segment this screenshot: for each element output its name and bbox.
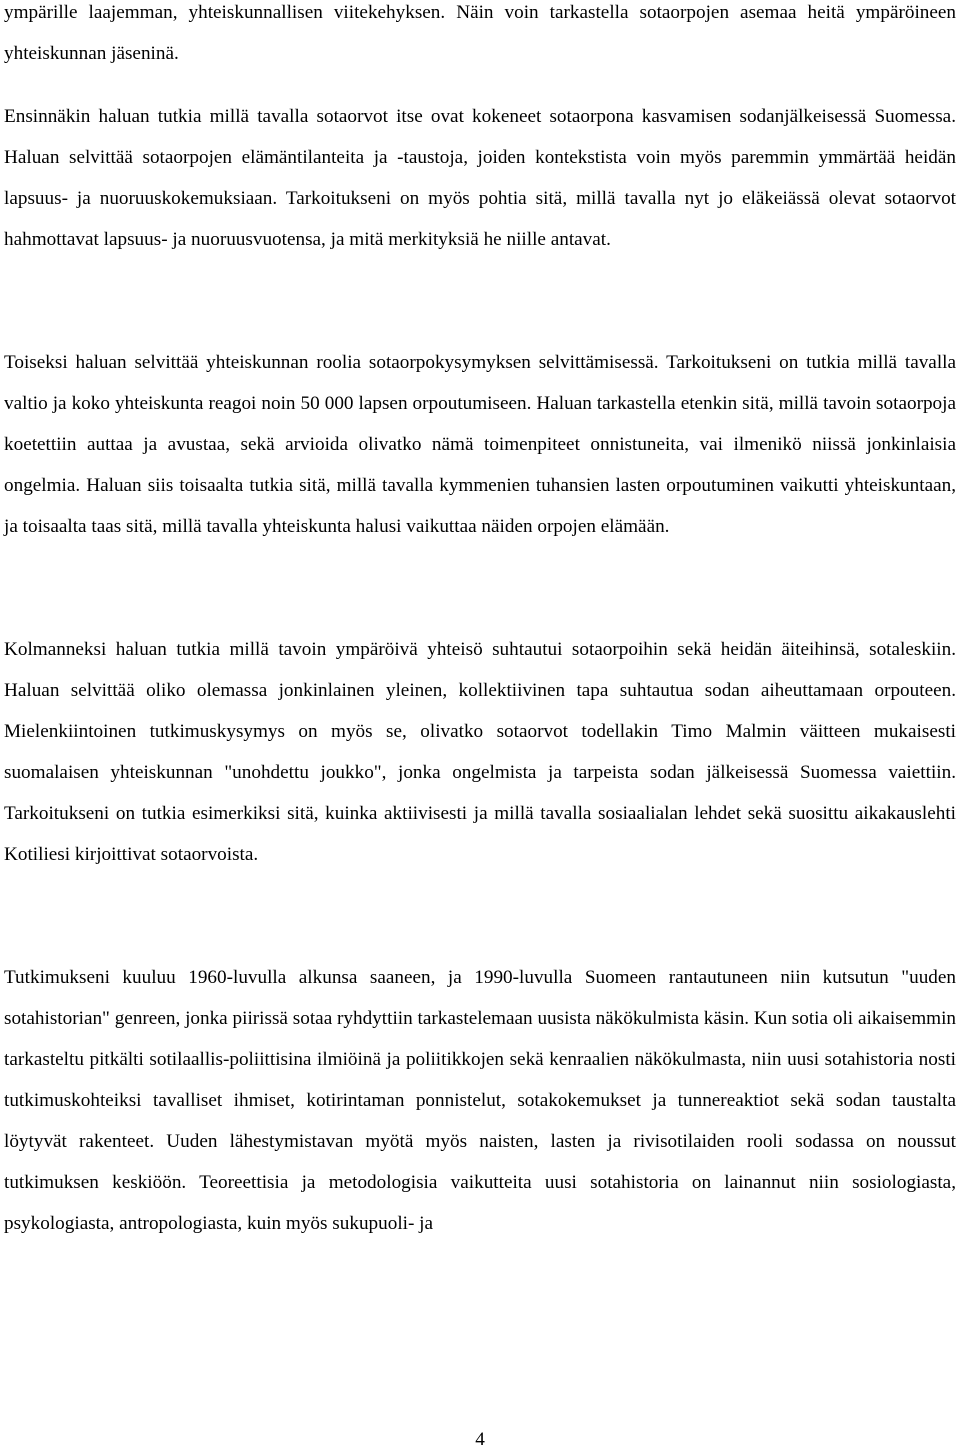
paragraph-intro-tail: ympärille laajemman, yhteiskunnallisen viitekehyksen. Näin voin tarkastella sotaorpojen asemaa heitä ympäröineen yhteiskunnan jäseninä.	[4, 2, 956, 64]
paragraph-research-question-1: Ensinnäkin haluan tutkia millä tavalla sotaorvot itse ovat kokeneet sotaorpona kasvamisen sodanjälkeisessä Suomessa. Haluan selvittää sotaorpojen elämäntilanteita ja -taustoja, joiden kontekstista voin myös paremmin ymmärtää heidän lapsuus- ja nuoruuskokemuksiaan. Tarkoitukseni on myös pohtia sitä, millä tavalla nyt jo eläkeiässä olevat sotaorvot hahmottavat lapsuus- ja nuoruusvuotensa, ja mitä merkityksiä he niille antavat.	[4, 106, 956, 250]
paragraph-research-question-3: Kolmanneksi haluan tutkia millä tavoin ympäröivä yhteisö suhtautui sotaorpoihin sekä heidän äiteihinsä, sotaleskiin. Haluan selvittää oliko olemassa jonkinlainen yleinen, kollektiivinen tapa suhtautua sodan aiheuttamaan orpouteen. Mielenkiintoinen tutkimuskysymys on myös se, olivatko sotaorvot todellakin Timo Malmin väitteen mukaisesti suomalaisen yhteiskunnan "unohdettu joukko", jonka ongelmista ja tarpeista sodan jälkeisessä Suomessa vaiettiin. Tarkoitukseni on tutkia esimerkiksi sitä, kuinka aktiivisesti ja millä tavalla sosiaalialan lehdet sekä suosittu aikakauslehti Kotiliesi kirjoittivat sotaorvoista.	[4, 639, 956, 865]
page-number: 4	[475, 1429, 485, 1450]
paragraph-research-question-2: Toiseksi haluan selvittää yhteiskunnan roolia sotaorpokysymyksen selvittämisessä. Tarkoitukseni on tutkia millä tavalla valtio ja koko yhteiskunta reagoi noin 50 000 lapsen orpoutumiseen. Haluan tarkastella etenkin sitä, millä tavoin sotaorpoja koetettiin auttaa ja avustaa, sekä arvioida olivatko nämä toimenpiteet onnistuneita, vai ilmenikö niissä jonkinlaisia ongelmia. Haluan siis toisaalta tutkia sitä, millä tavalla kymmenien tuhansien lasten orpoutuminen vaikutti yhteiskuntaan, ja toisaalta taas sitä, millä tavalla yhteiskunta halusi vaikuttaa näiden orpojen elämään.	[4, 352, 956, 537]
paragraph-new-military-history: Tutkimukseni kuuluu 1960-luvulla alkunsa saaneen, ja 1990-luvulla Suomeen rantautuneen niin kutsutun "uuden sotahistorian" genreen, jonka piirissä sotaa ryhdyttiin tarkastelemaan uusista näkökulmista käsin. Kun sotia oli aikaisemmin tarkasteltu pitkälti sotilaallis-poliittisina ilmiöinä ja poliitikkojen sekä kenraalien näkökulmasta, niin uusi sotahistoria nosti tutkimuskohteiksi tavalliset ihmiset, kotirintaman ponnistelut, sotakokemukset ja tunnereaktiot sekä sodan taustalta löytyvät rakenteet. Uuden lähestymistavan myötä myös naisten, lasten ja rivisotilaiden rooli sodassa on noussut tutkimuksen keskiöön. Teoreettisia ja metodologisia vaikutteita uusi sotahistoria on lainannut niin sosiologiasta, psykologiasta, antropologiasta, kuin myös sukupuoli- ja	[4, 967, 956, 1234]
